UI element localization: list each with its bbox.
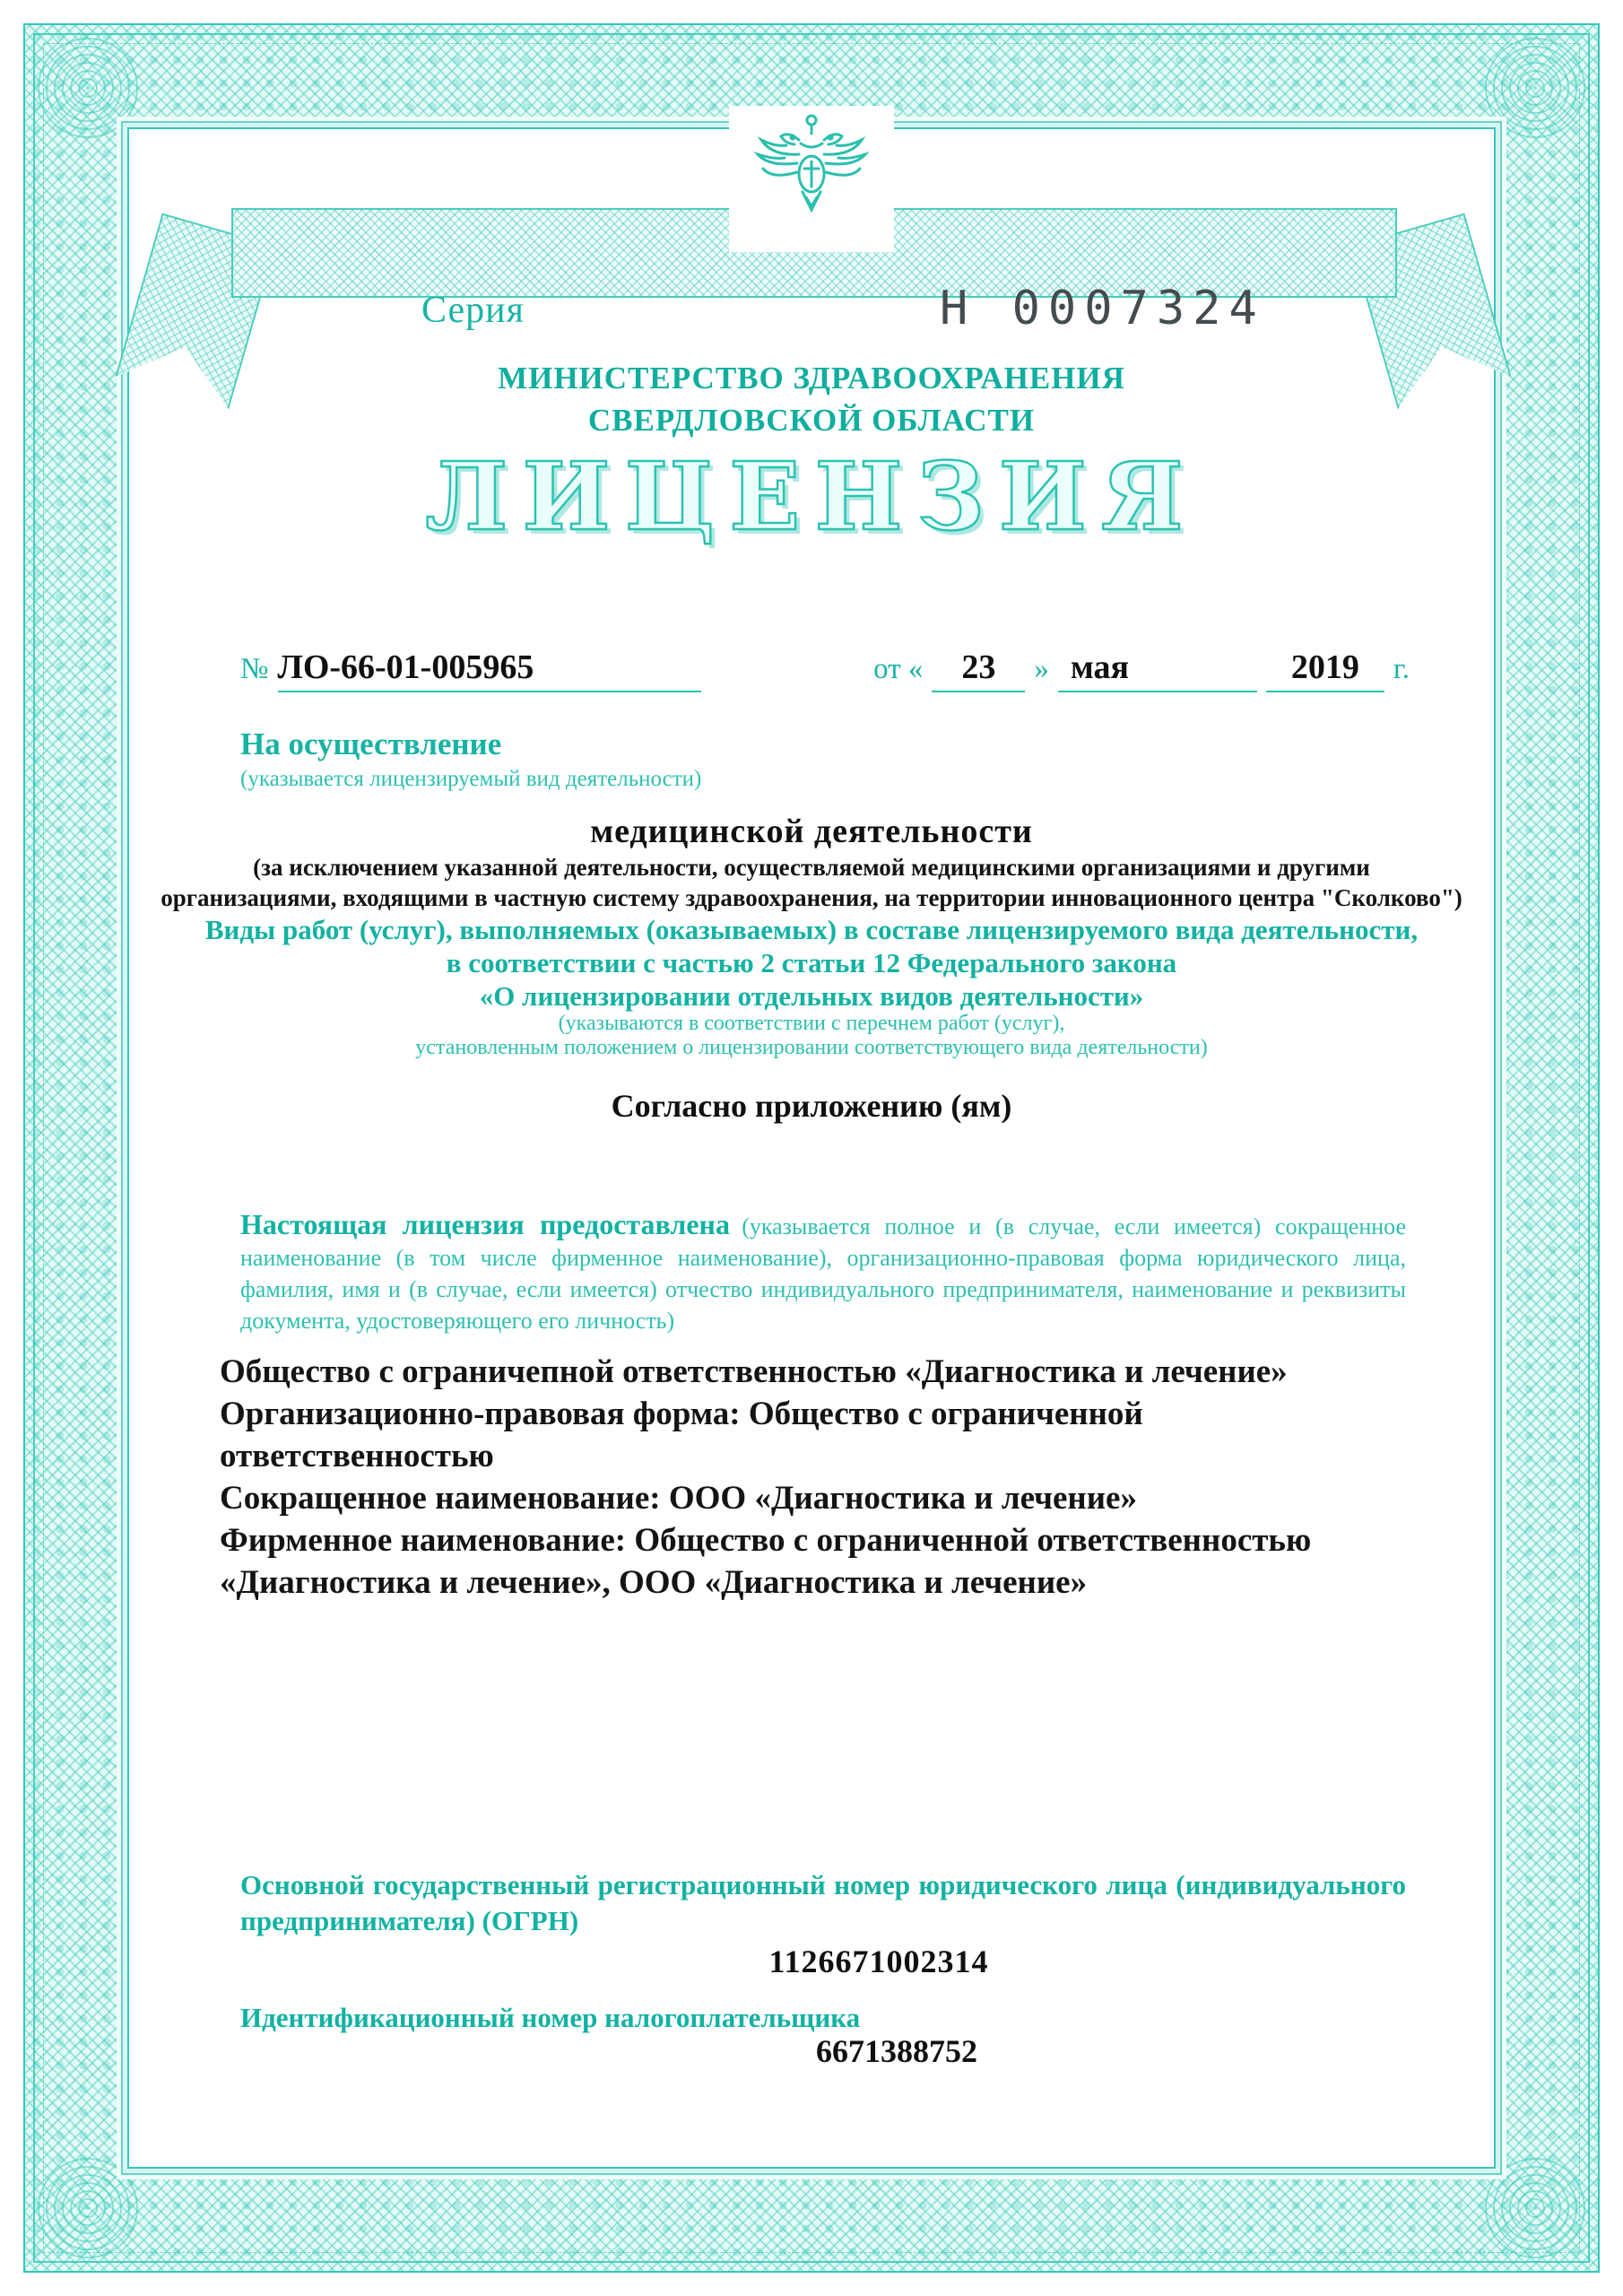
org-legal-form: Организационно-правовая форма: Общество с ограниченной ответственностью bbox=[220, 1396, 1143, 1474]
activity-heading-note: (указывается лицензируемый вид деятельности) bbox=[240, 767, 702, 791]
corner-ornament bbox=[1481, 2154, 1589, 2262]
activity-exception bbox=[0, 852, 1623, 913]
org-full-name: Общество с ограничепной ответственностью «Диагностика и лечение» bbox=[220, 1353, 1288, 1390]
org-short-name: Сокращенное наименование: ООО «Диагностика и лечение» bbox=[220, 1480, 1137, 1517]
works-line3: «О лицензировании отдельных видов деятельности» bbox=[479, 980, 1144, 1012]
license-number-group bbox=[240, 648, 701, 692]
date-prefix: от « bbox=[873, 653, 924, 685]
inn-label: Идентификационный номер налогоплательщика bbox=[240, 2002, 861, 2033]
ministry-heading bbox=[0, 357, 1623, 441]
date-year-field: 2019 bbox=[1266, 648, 1384, 692]
license-number-value: ЛО-66-01-005965 bbox=[278, 648, 701, 692]
annex-statement: Согласно приложению (ям) bbox=[611, 1088, 1012, 1124]
date-close-quote: » bbox=[1034, 653, 1049, 685]
works-line2: в соответствии с частью 2 статьи 12 Федерального закона bbox=[446, 947, 1177, 978]
coat-of-arms-eagle-icon bbox=[729, 106, 894, 252]
date-day-field: 23 bbox=[932, 648, 1025, 692]
exception-line1: (за исключением указанной деятельности, осуществляемой медицинскими организациями и другими bbox=[253, 854, 1370, 881]
date-month-field: мая bbox=[1058, 648, 1257, 692]
ministry-line1: МИНИСТЕРСТВО ЗДРАВООХРАНЕНИЯ bbox=[498, 361, 1125, 396]
series-label: Серия bbox=[421, 290, 525, 331]
exception-line2: организациями, входящими в частную систему здравоохранения, на территории инновационного центра "Сколково") bbox=[161, 884, 1462, 911]
ministry-line2: СВЕРДЛОВСКОЙ ОБЛАСТИ bbox=[587, 403, 1036, 438]
serial-number: Н 0007324 bbox=[940, 282, 1265, 335]
corner-ornament bbox=[34, 34, 142, 142]
date-suffix: г. bbox=[1393, 653, 1410, 685]
corner-ornament bbox=[34, 2154, 142, 2262]
organization-details bbox=[220, 1351, 1417, 1604]
license-number-row bbox=[240, 648, 1410, 692]
ogrn-label: Основной государственный регистрационный номер юридического лица (индивидуального предпринимателя) (ОГРН) bbox=[240, 1869, 1406, 1936]
number-sign: № bbox=[240, 653, 269, 685]
org-brand-name: Фирменное наименование: Общество с ограниченной ответственностью «Диагностика и лечение», ООО «Диагностика и лечение» bbox=[220, 1522, 1312, 1601]
corner-ornament bbox=[1481, 34, 1589, 142]
works-statement bbox=[0, 913, 1623, 1013]
activity-type: медицинской деятельности bbox=[590, 813, 1033, 850]
works-line1: Виды работ (услуг), выполняемых (оказываемых) в составе лицензируемого вида деятельности, bbox=[204, 914, 1419, 945]
works-note-line1: (указываются в соответствии с перечнем работ (услуг), bbox=[558, 1012, 1065, 1035]
ogrn-value: 1126671002314 bbox=[768, 1944, 989, 1979]
document-title: ЛИЦЕНЗИЯ bbox=[425, 441, 1198, 552]
works-note bbox=[0, 1012, 1623, 1060]
activity-heading: На осуществление bbox=[240, 726, 502, 761]
inn-value: 6671388752 bbox=[816, 2033, 977, 2069]
license-date-group bbox=[873, 648, 1410, 692]
works-note-line2: установленным положением о лицензировании соответствующего вида деятельности) bbox=[415, 1036, 1208, 1059]
granted-note: (указывается полное и (в случае, если имеется) сокращенное наименование (в том числе фирменное наименование), организационно-правовая форма юридического лица, фамилия, имя и (в случае, если имеется) отчество индивидуального предпринимателя, наименование и реквизиты документа, удостоверяющего его личность) bbox=[240, 1213, 1406, 1334]
granted-lead: Настоящая лицензия предоставлена bbox=[240, 1208, 730, 1240]
granted-paragraph bbox=[240, 1208, 1406, 1338]
